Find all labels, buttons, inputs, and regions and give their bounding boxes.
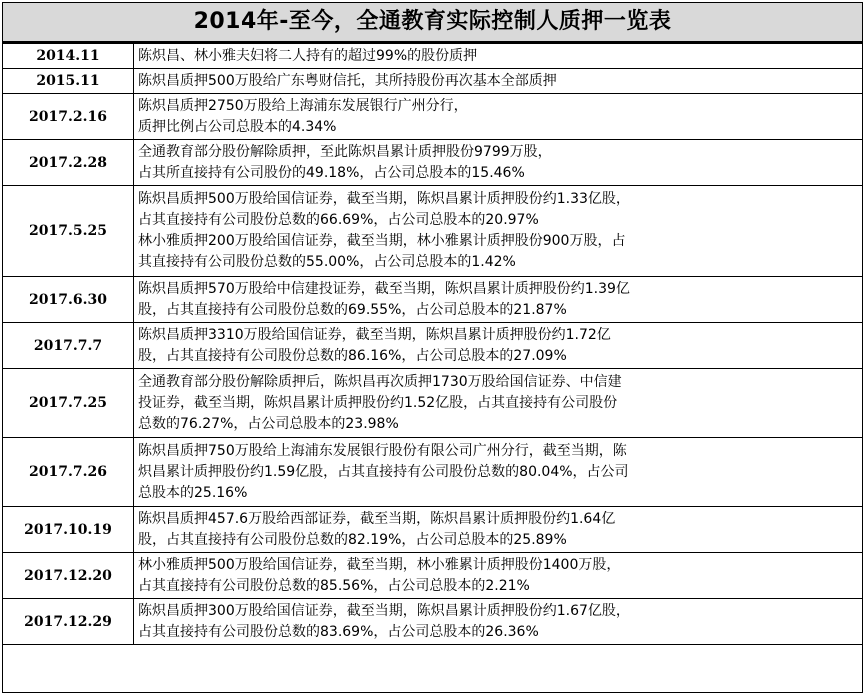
table-title: 2014年-至今，全通教育实际控制人质押一览表 [3,3,862,43]
row-date: 2017.12.29 [3,599,134,645]
table-row [3,94,862,140]
table-row [3,599,862,645]
row-date: 2015.11 [3,69,134,94]
row-description: 陈炽昌质押2750万股给上海浦东发展银行广州分行， 质押比例占公司总股本的4.34% [134,94,863,140]
row-description: 陈炽昌质押750万股给上海浦东发展银行股份有限公司广州分行，截至当期，陈 炽昌累计质押股份约1.59亿股，占其直接持有公司股份总数的80.04%，占公司 总股本的25.16% [134,438,863,507]
row-description: 陈炽昌质押500万股给国信证券，截至当期，陈炽昌累计质押股份约1.33亿股， 占其直接持有公司股份总数的66.69%，占公司总股本的20.97% 林小雅质押200万股给国信证券，截至当期，林小雅累计质押股份900万股，占 其直接持有公司股份总数的55.00%，占公司总股本的1.42% [134,186,863,277]
table-row [3,323,862,369]
table-row [3,186,862,277]
table-row [3,553,862,599]
row-date: 2017.5.25 [3,186,134,277]
pledge-table-sheet [2,2,863,693]
row-description: 陈炽昌质押500万股给广东粤财信托，其所持股份再次基本全部质押 [134,69,863,94]
row-description: 陈炽昌质押570万股给中信建投证券，截至当期，陈炽昌累计质押股份约1.39亿 股，占其直接持有公司股份总数的69.55%，占公司总股本的21.87% [134,277,863,323]
row-date: 2017.7.7 [3,323,134,369]
table-row [3,438,862,507]
row-date: 2017.7.26 [3,438,134,507]
row-description: 陈炽昌质押300万股给国信证券，截至当期，陈炽昌累计质押股份约1.67亿股， 占其直接持有公司股份总数的83.69%，占公司总股本的26.36% [134,599,863,645]
row-date: 2017.12.20 [3,553,134,599]
pledge-table [3,43,862,645]
table-row [3,140,862,186]
row-description: 全通教育部分股份解除质押，至此陈炽昌累计质押股份9799万股， 占其所直接持有公司股份的49.18%，占公司总股本的15.46% [134,140,863,186]
row-date: 2017.2.16 [3,94,134,140]
row-description: 陈炽昌、林小雅夫妇将二人持有的超过99%的股份质押 [134,44,863,69]
table-row [3,369,862,438]
row-date: 2014.11 [3,44,134,69]
row-date: 2017.7.25 [3,369,134,438]
row-description: 陈炽昌质押3310万股给国信证券，截至当期，陈炽昌累计质押股份约1.72亿 股，占其直接持有公司股份总数的86.16%，占公司总股本的27.09% [134,323,863,369]
row-description: 全通教育部分股份解除质押后，陈炽昌再次质押1730万股给国信证券、中信建 投证券，截至当期，陈炽昌累计质押股份约1.52亿股，占其直接持有公司股份 总数的76.27%，占公司总股本的23.98% [134,369,863,438]
row-description: 林小雅质押500万股给国信证券，截至当期，林小雅累计质押股份1400万股， 占其直接持有公司股份总数的85.56%，占公司总股本的2.21% [134,553,863,599]
table-row [3,44,862,69]
row-description: 陈炽昌质押457.6万股给西部证券，截至当期，陈炽昌累计质押股份约1.64亿 股，占其直接持有公司股份总数的82.19%，占公司总股本的25.89% [134,507,863,553]
row-date: 2017.6.30 [3,277,134,323]
row-date: 2017.10.19 [3,507,134,553]
table-row [3,69,862,94]
table-row [3,277,862,323]
table-row [3,507,862,553]
row-date: 2017.2.28 [3,140,134,186]
